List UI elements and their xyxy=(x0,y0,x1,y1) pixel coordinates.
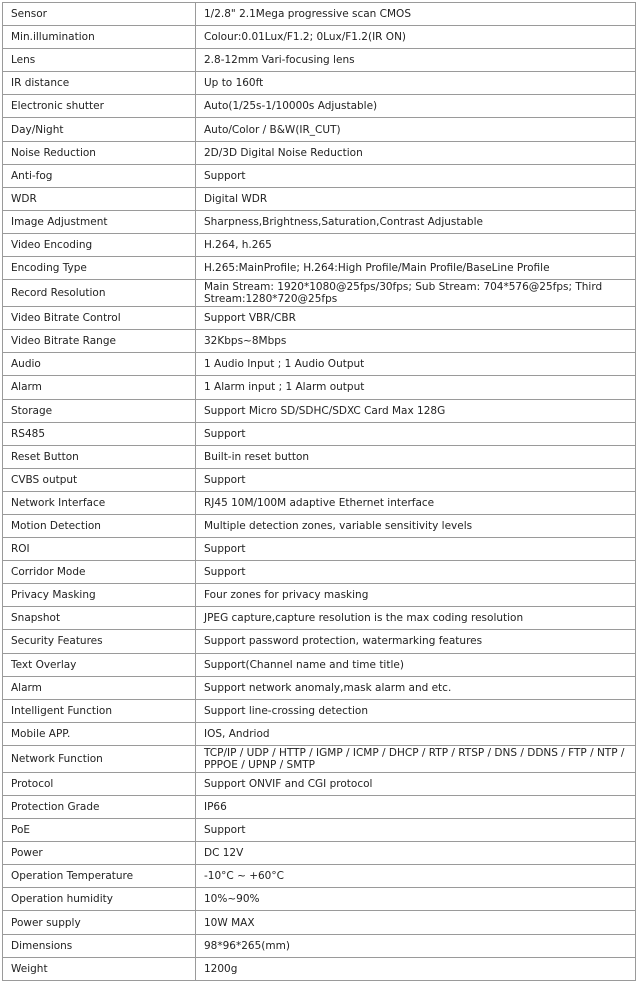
spec-label: WDR xyxy=(3,187,196,210)
spec-label: Lens xyxy=(3,49,196,72)
spec-label: PoE xyxy=(3,819,196,842)
spec-row xyxy=(3,745,636,772)
spec-label: Protection Grade xyxy=(3,796,196,819)
spec-label: Power supply xyxy=(3,911,196,934)
spec-row xyxy=(3,561,636,584)
spec-row xyxy=(3,722,636,745)
spec-row xyxy=(3,538,636,561)
spec-value: H.264, h.265 xyxy=(196,233,636,256)
spec-value: Support xyxy=(196,164,636,187)
spec-row xyxy=(3,584,636,607)
spec-label: Snapshot xyxy=(3,607,196,630)
spec-label: Noise Reduction xyxy=(3,141,196,164)
spec-value: Auto/Color / B&W(IR_CUT) xyxy=(196,118,636,141)
spec-label: Dimensions xyxy=(3,934,196,957)
spec-row xyxy=(3,842,636,865)
spec-row xyxy=(3,796,636,819)
spec-value: Support(Channel name and time title) xyxy=(196,653,636,676)
spec-label: Motion Detection xyxy=(3,514,196,537)
spec-label: Encoding Type xyxy=(3,257,196,280)
spec-row xyxy=(3,210,636,233)
spec-label: Min.illumination xyxy=(3,26,196,49)
spec-label: Mobile APP. xyxy=(3,722,196,745)
spec-value: Support password protection, watermarking features xyxy=(196,630,636,653)
spec-label: CVBS output xyxy=(3,468,196,491)
spec-value: Support line-crossing detection xyxy=(196,699,636,722)
spec-row xyxy=(3,630,636,653)
spec-row xyxy=(3,422,636,445)
spec-row xyxy=(3,934,636,957)
spec-value: Main Stream: 1920*1080@25fps/30fps; Sub Stream: 704*576@25fps; Third Stream:1280*720@25fps xyxy=(196,280,636,307)
spec-value: 1200g xyxy=(196,957,636,980)
spec-label: Protocol xyxy=(3,772,196,795)
spec-label: Video Encoding xyxy=(3,233,196,256)
spec-label: Reset Button xyxy=(3,445,196,468)
spec-label: Alarm xyxy=(3,676,196,699)
spec-label: Power xyxy=(3,842,196,865)
spec-value: IOS, Andriod xyxy=(196,722,636,745)
spec-value: Support xyxy=(196,561,636,584)
spec-label: Operation humidity xyxy=(3,888,196,911)
spec-row xyxy=(3,676,636,699)
spec-row xyxy=(3,187,636,210)
spec-row xyxy=(3,376,636,399)
spec-value: Support Micro SD/SDHC/SDXC Card Max 128G xyxy=(196,399,636,422)
spec-row xyxy=(3,233,636,256)
spec-row xyxy=(3,514,636,537)
spec-value: 10%~90% xyxy=(196,888,636,911)
spec-value: Digital WDR xyxy=(196,187,636,210)
spec-row xyxy=(3,26,636,49)
spec-label: Day/Night xyxy=(3,118,196,141)
spec-label: ROI xyxy=(3,538,196,561)
spec-row xyxy=(3,141,636,164)
spec-label: Video Bitrate Range xyxy=(3,330,196,353)
spec-row xyxy=(3,72,636,95)
spec-value: 32Kbps~8Mbps xyxy=(196,330,636,353)
spec-label: Anti-fog xyxy=(3,164,196,187)
spec-row xyxy=(3,888,636,911)
spec-value: H.265:MainProfile; H.264:High Profile/Main Profile/BaseLine Profile xyxy=(196,257,636,280)
spec-value: Support VBR/CBR xyxy=(196,307,636,330)
spec-value: 10W MAX xyxy=(196,911,636,934)
spec-label: Image Adjustment xyxy=(3,210,196,233)
spec-row xyxy=(3,772,636,795)
spec-row xyxy=(3,865,636,888)
spec-label: Storage xyxy=(3,399,196,422)
spec-label: Record Resolution xyxy=(3,280,196,307)
spec-row xyxy=(3,911,636,934)
spec-value: -10°C ~ +60°C xyxy=(196,865,636,888)
spec-value: IP66 xyxy=(196,796,636,819)
spec-label: Sensor xyxy=(3,3,196,26)
spec-label: Privacy Masking xyxy=(3,584,196,607)
spec-value: 2D/3D Digital Noise Reduction xyxy=(196,141,636,164)
spec-row xyxy=(3,257,636,280)
spec-value: 2.8-12mm Vari-focusing lens xyxy=(196,49,636,72)
spec-value: TCP/IP / UDP / HTTP / IGMP / ICMP / DHCP / RTP / RTSP / DNS / DDNS / FTP / NTP / PPPOE / UPNP / SMTP xyxy=(196,745,636,772)
spec-value: Support xyxy=(196,468,636,491)
spec-value: 1 Audio Input ; 1 Audio Output xyxy=(196,353,636,376)
spec-row xyxy=(3,307,636,330)
spec-label: Electronic shutter xyxy=(3,95,196,118)
spec-value: Four zones for privacy masking xyxy=(196,584,636,607)
spec-label: Weight xyxy=(3,957,196,980)
spec-value: Auto(1/25s-1/10000s Adjustable) xyxy=(196,95,636,118)
spec-label: Audio xyxy=(3,353,196,376)
spec-label: Network Interface xyxy=(3,491,196,514)
spec-label: Video Bitrate Control xyxy=(3,307,196,330)
spec-label: RS485 xyxy=(3,422,196,445)
spec-value: Support network anomaly,mask alarm and etc. xyxy=(196,676,636,699)
spec-row xyxy=(3,3,636,26)
spec-value: Built-in reset button xyxy=(196,445,636,468)
spec-row xyxy=(3,468,636,491)
spec-value: Support xyxy=(196,538,636,561)
spec-row xyxy=(3,95,636,118)
spec-value: Support xyxy=(196,422,636,445)
spec-value: 1 Alarm input ; 1 Alarm output xyxy=(196,376,636,399)
spec-row xyxy=(3,164,636,187)
spec-table xyxy=(2,2,636,981)
spec-row xyxy=(3,280,636,307)
spec-row xyxy=(3,399,636,422)
spec-value: Support ONVIF and CGI protocol xyxy=(196,772,636,795)
spec-label: Operation Temperature xyxy=(3,865,196,888)
spec-row xyxy=(3,491,636,514)
spec-value: RJ45 10M/100M adaptive Ethernet interface xyxy=(196,491,636,514)
spec-label: IR distance xyxy=(3,72,196,95)
spec-label: Text Overlay xyxy=(3,653,196,676)
spec-row xyxy=(3,353,636,376)
spec-label: Security Features xyxy=(3,630,196,653)
spec-value: Support xyxy=(196,819,636,842)
spec-value: JPEG capture,capture resolution is the max coding resolution xyxy=(196,607,636,630)
spec-row xyxy=(3,330,636,353)
spec-row xyxy=(3,699,636,722)
spec-row xyxy=(3,118,636,141)
spec-value: Multiple detection zones, variable sensitivity levels xyxy=(196,514,636,537)
spec-label: Network Function xyxy=(3,745,196,772)
spec-value: 1/2.8" 2.1Mega progressive scan CMOS xyxy=(196,3,636,26)
spec-label: Intelligent Function xyxy=(3,699,196,722)
spec-table-body xyxy=(3,3,636,981)
spec-row xyxy=(3,957,636,980)
spec-row xyxy=(3,607,636,630)
spec-label: Corridor Mode xyxy=(3,561,196,584)
spec-value: DC 12V xyxy=(196,842,636,865)
spec-value: Sharpness,Brightness,Saturation,Contrast Adjustable xyxy=(196,210,636,233)
spec-row xyxy=(3,49,636,72)
spec-value: 98*96*265(mm) xyxy=(196,934,636,957)
spec-label: Alarm xyxy=(3,376,196,399)
spec-value: Up to 160ft xyxy=(196,72,636,95)
spec-row xyxy=(3,653,636,676)
spec-row xyxy=(3,445,636,468)
spec-value: Colour:0.01Lux/F1.2; 0Lux/F1.2(IR ON) xyxy=(196,26,636,49)
spec-row xyxy=(3,819,636,842)
